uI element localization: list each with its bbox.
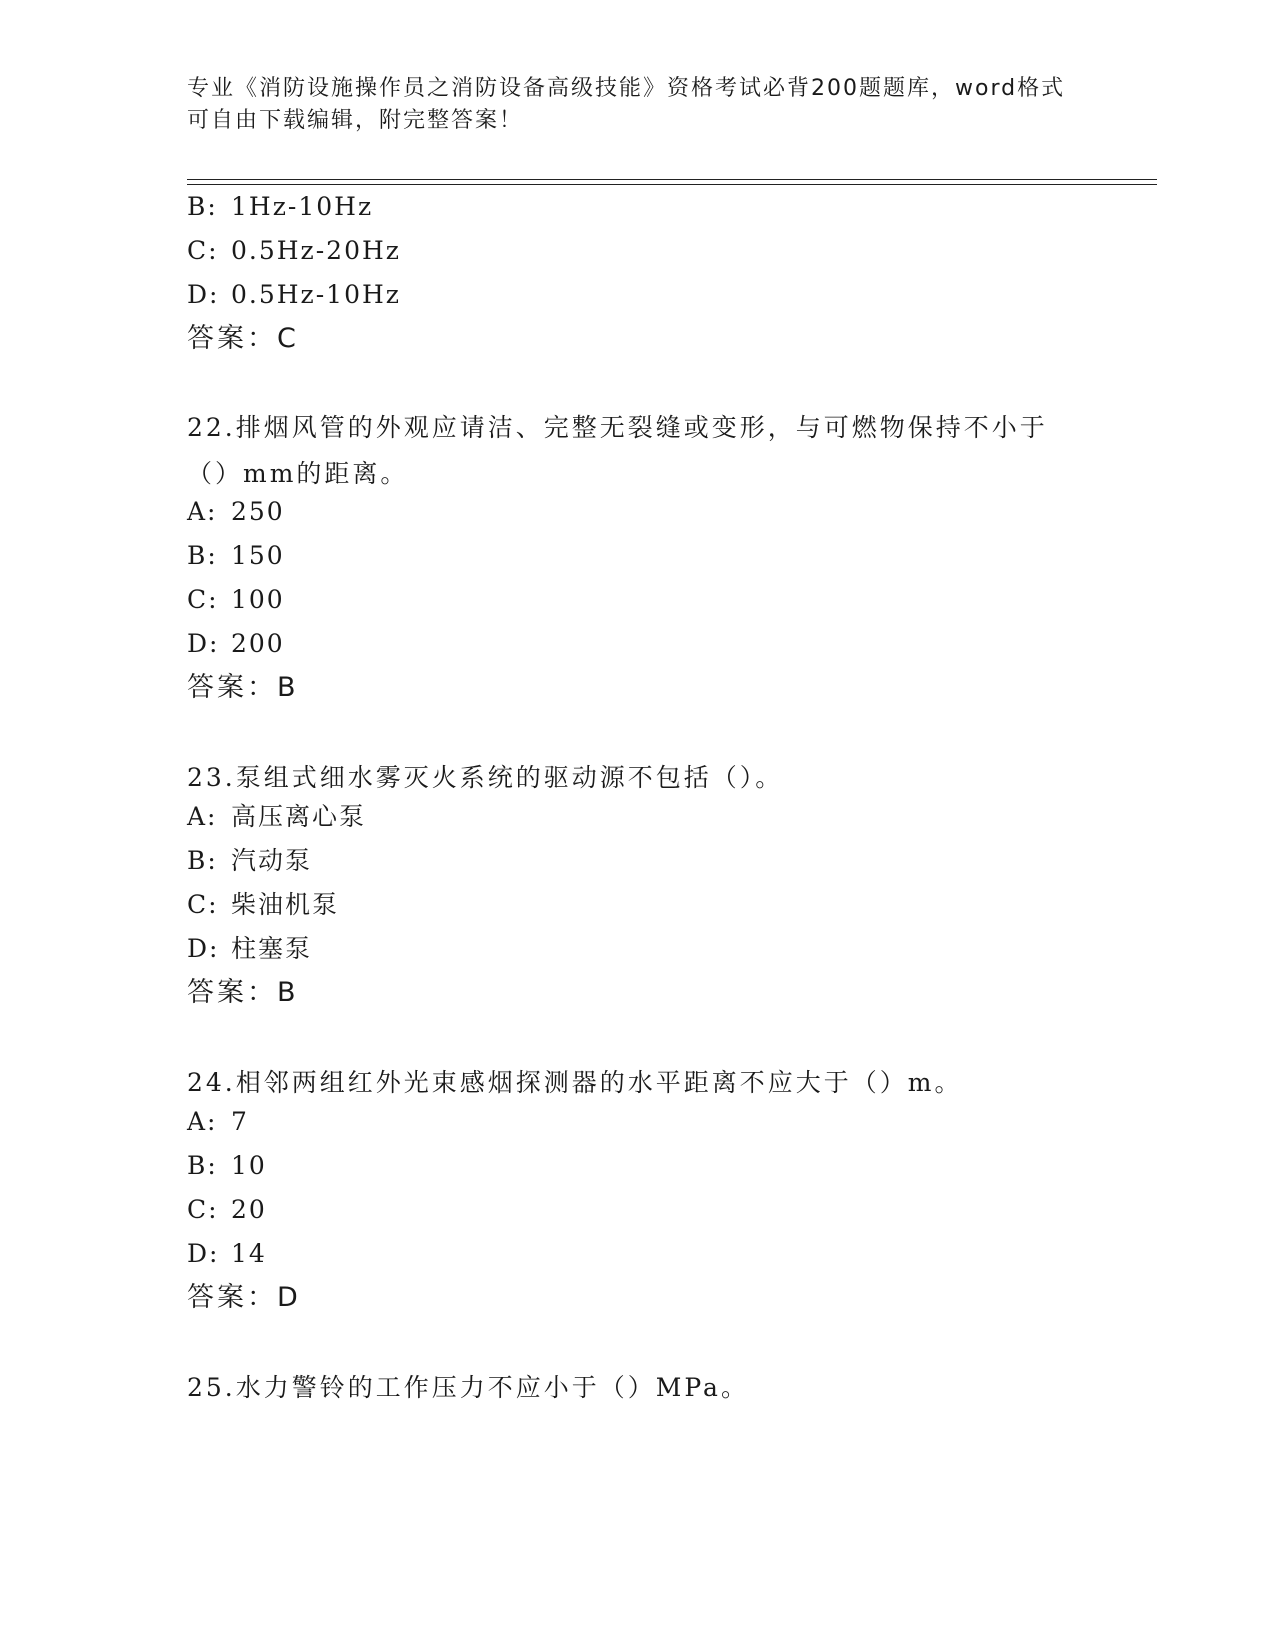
option-text: 10 xyxy=(231,1151,267,1180)
option-text: 高压离心泵 xyxy=(231,802,367,831)
q24-answer: 答案：D xyxy=(187,1282,301,1313)
q23-option-c xyxy=(187,890,339,920)
q22-question: 22.排烟风管的外观应请洁、完整无裂缝或变形，与可燃物保持不小于（）mm的距离。 xyxy=(187,413,1048,488)
q22-option-c xyxy=(187,585,285,615)
q21-option-c xyxy=(187,236,401,266)
q21-option-d xyxy=(187,280,401,310)
option-text: 250 xyxy=(231,497,285,526)
option-key: D: xyxy=(187,934,220,963)
q22-option-a xyxy=(187,497,285,527)
option-text: 150 xyxy=(231,541,285,570)
option-text: 柴油机泵 xyxy=(231,890,340,919)
q22-answer: 答案：B xyxy=(187,672,299,703)
option-key: C: xyxy=(187,890,219,919)
q22-option-b xyxy=(187,541,285,571)
q23-option-a xyxy=(187,802,366,832)
option-text: 14 xyxy=(231,1239,267,1268)
option-key: A: xyxy=(187,497,218,526)
option-key: D: xyxy=(187,1239,220,1268)
option-key: B: xyxy=(187,846,218,875)
option-key: D: xyxy=(187,629,220,658)
option-key: A: xyxy=(187,1107,218,1136)
option-text: 0.5Hz-20Hz xyxy=(231,236,401,265)
option-key: C: xyxy=(187,236,219,265)
q24-option-c xyxy=(187,1195,267,1225)
q24-option-a xyxy=(187,1107,249,1137)
document-header: 专业《消防设施操作员之消防设备高级技能》资格考试必背200题题库，word格式可自由下载编辑，附完整答案！ xyxy=(187,76,1066,133)
option-text: 汽动泵 xyxy=(231,846,313,875)
q21-option-b xyxy=(187,192,373,222)
option-text: 0.5Hz-10Hz xyxy=(231,280,401,309)
option-text: 7 xyxy=(231,1107,249,1136)
q23-question: 23.泵组式细水雾灭火系统的驱动源不包括（）。 xyxy=(187,763,784,792)
q24-question: 24.相邻两组红外光束感烟探测器的水平距离不应大于（）m。 xyxy=(187,1068,963,1097)
q22-option-d xyxy=(187,629,285,659)
option-text: 200 xyxy=(231,629,285,658)
q24-option-b xyxy=(187,1151,267,1181)
option-text: 柱塞泵 xyxy=(231,934,313,963)
q25-question: 25.水力警铃的工作压力不应小于（）MPa。 xyxy=(187,1373,749,1402)
header-divider-bottom xyxy=(187,184,1157,185)
option-text: 20 xyxy=(231,1195,267,1224)
option-key: A: xyxy=(187,802,218,831)
q23-option-b xyxy=(187,846,312,876)
option-key: B: xyxy=(187,541,218,570)
option-text: 1Hz-10Hz xyxy=(231,192,374,221)
option-key: C: xyxy=(187,585,219,614)
option-key: C: xyxy=(187,1195,219,1224)
q23-option-d xyxy=(187,934,312,964)
header-divider-top xyxy=(187,179,1157,180)
option-text: 100 xyxy=(231,585,285,614)
option-key: D: xyxy=(187,280,220,309)
q24-option-d xyxy=(187,1239,267,1269)
option-key: B: xyxy=(187,1151,218,1180)
option-key: B: xyxy=(187,192,218,221)
q23-answer: 答案：B xyxy=(187,977,299,1008)
q21-answer: 答案：C xyxy=(187,323,299,354)
